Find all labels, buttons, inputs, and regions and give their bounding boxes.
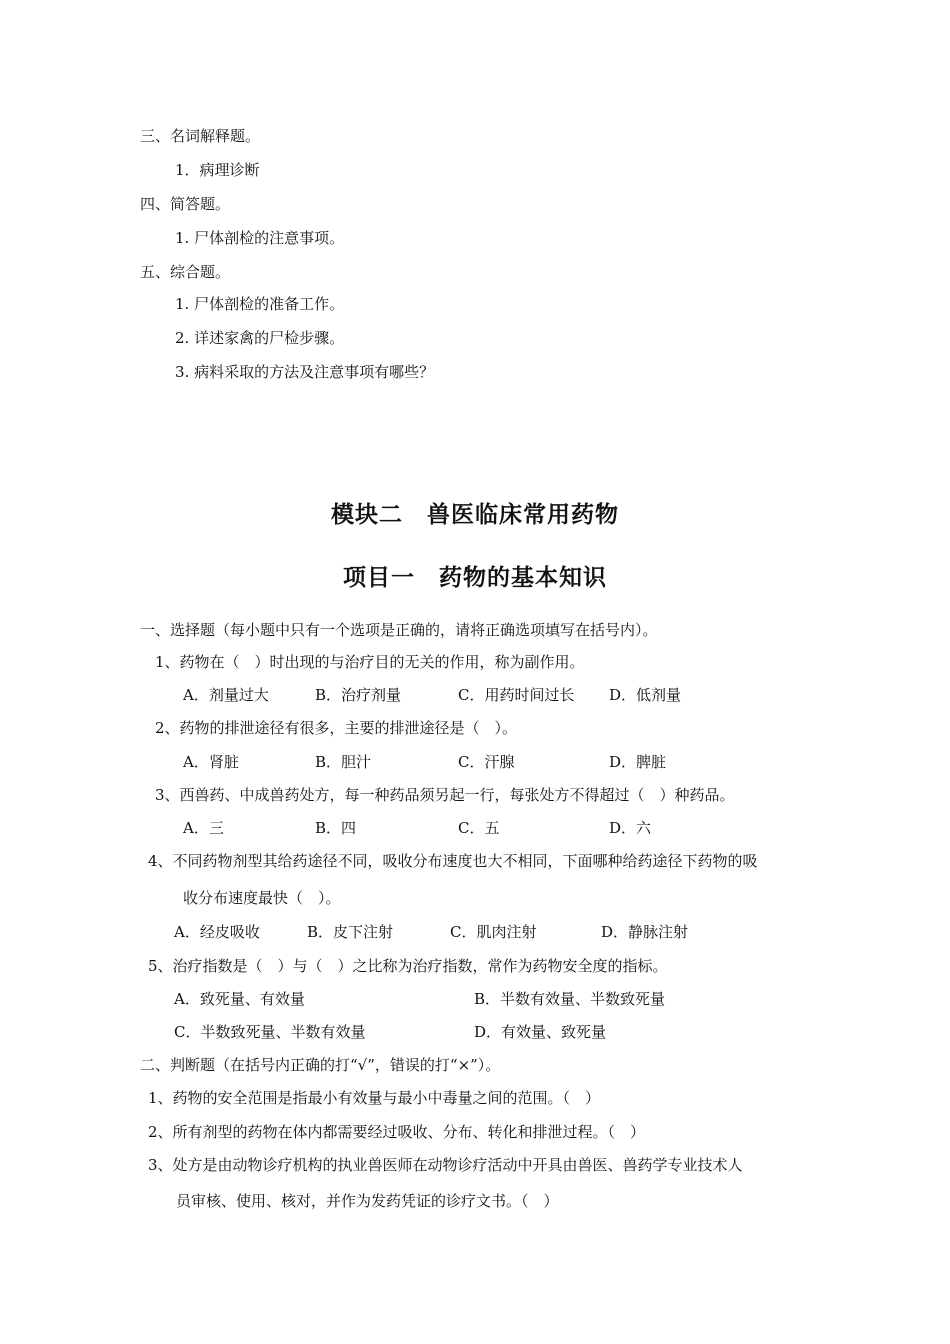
section-5-item-3: 3. 病料采取的方法及注意事项有哪些？ [175,363,435,381]
choice-q1: 1、药物在（ ）时出现的与治疗目的无关的作用，称为副作用。 [155,653,585,671]
q4-option-a: A．经皮吸收 [174,923,260,941]
judge-item-1: 1、药物的安全范围是指最小有效量与最小中毒量之间的范围。（ ） [148,1089,601,1107]
section-4-item-1: 1. 尸体剖检的注意事项。 [175,229,345,247]
q4-option-b: B．皮下注射 [307,923,394,941]
section-5-heading: 五、综合题。 [140,263,231,281]
choice-q2: 2、药物的排泄途径有很多，主要的排泄途径是（ ）。 [155,719,518,737]
q3-option-c: C．五 [458,819,500,837]
choice-heading: 一、选择题（每小题中只有一个选项是正确的，请将正确选项填写在括号内）。 [140,621,658,639]
section-3-item-1: 1．病理诊断 [175,161,260,179]
q1-option-a: A．剂量过大 [183,686,269,704]
judge-heading: 二、判断题（在括号内正确的打“√”，错误的打“×”）。 [140,1056,501,1074]
q2-option-a: A．肾脏 [183,753,239,771]
section-4-heading: 四、简答题。 [140,195,231,213]
choice-q4-cont: 收分布速度最快（ ）。 [183,889,341,907]
choice-q5: 5、治疗指数是（ ）与（ ）之比称为治疗指数，常作为药物安全度的指标。 [148,957,668,975]
judge-item-3: 3、处方是由动物诊疗机构的执业兽医师在动物诊疗活动中开具由兽医、兽药学专业技术人 [148,1156,743,1174]
q1-option-b: B．治疗剂量 [315,686,402,704]
q3-option-d: D．六 [609,819,652,837]
section-5-item-2: 2. 详述家禽的尸检步骤。 [175,329,345,347]
q3-option-b: B．四 [315,819,357,837]
q2-option-c: C．汗腺 [458,753,515,771]
project-title: 项目一 药物的基本知识 [343,565,607,591]
q1-option-c: C．用药时间过长 [458,686,575,704]
choice-q4: 4、不同药物剂型其给药途径不同，吸收分布速度也大不相同，下面哪种给药途径下药物的吸 [148,852,758,870]
q2-option-d: D．脾脏 [609,753,667,771]
section-5-item-1: 1. 尸体剖检的准备工作。 [175,295,345,313]
judge-item-3-cont: 员审核、使用、核对，并作为发药凭证的诊疗文书。（ ） [176,1192,559,1210]
q4-option-c: C．肌肉注射 [450,923,537,941]
q5-option-b: B．半数有效量、半数致死量 [474,990,666,1008]
module-title: 模块二 兽医临床常用药物 [331,502,619,528]
q1-option-d: D．低剂量 [609,686,682,704]
choice-q3: 3、西兽药、中成兽药处方，每一种药品须另起一行，每张处方不得超过（ ）种药品。 [155,786,735,804]
q5-option-d: D．有效量、致死量 [474,1023,607,1041]
q5-option-c: C．半数致死量、半数有效量 [174,1023,366,1041]
q4-option-d: D．静脉注射 [601,923,689,941]
q2-option-b: B．胆汁 [315,753,372,771]
section-3-heading: 三、名词解释题。 [140,127,261,145]
q3-option-a: A．三 [183,819,224,837]
q5-option-a: A．致死量、有效量 [174,990,305,1008]
judge-item-2: 2、所有剂型的药物在体内都需要经过吸收、分布、转化和排泄过程。（ ） [148,1123,646,1141]
